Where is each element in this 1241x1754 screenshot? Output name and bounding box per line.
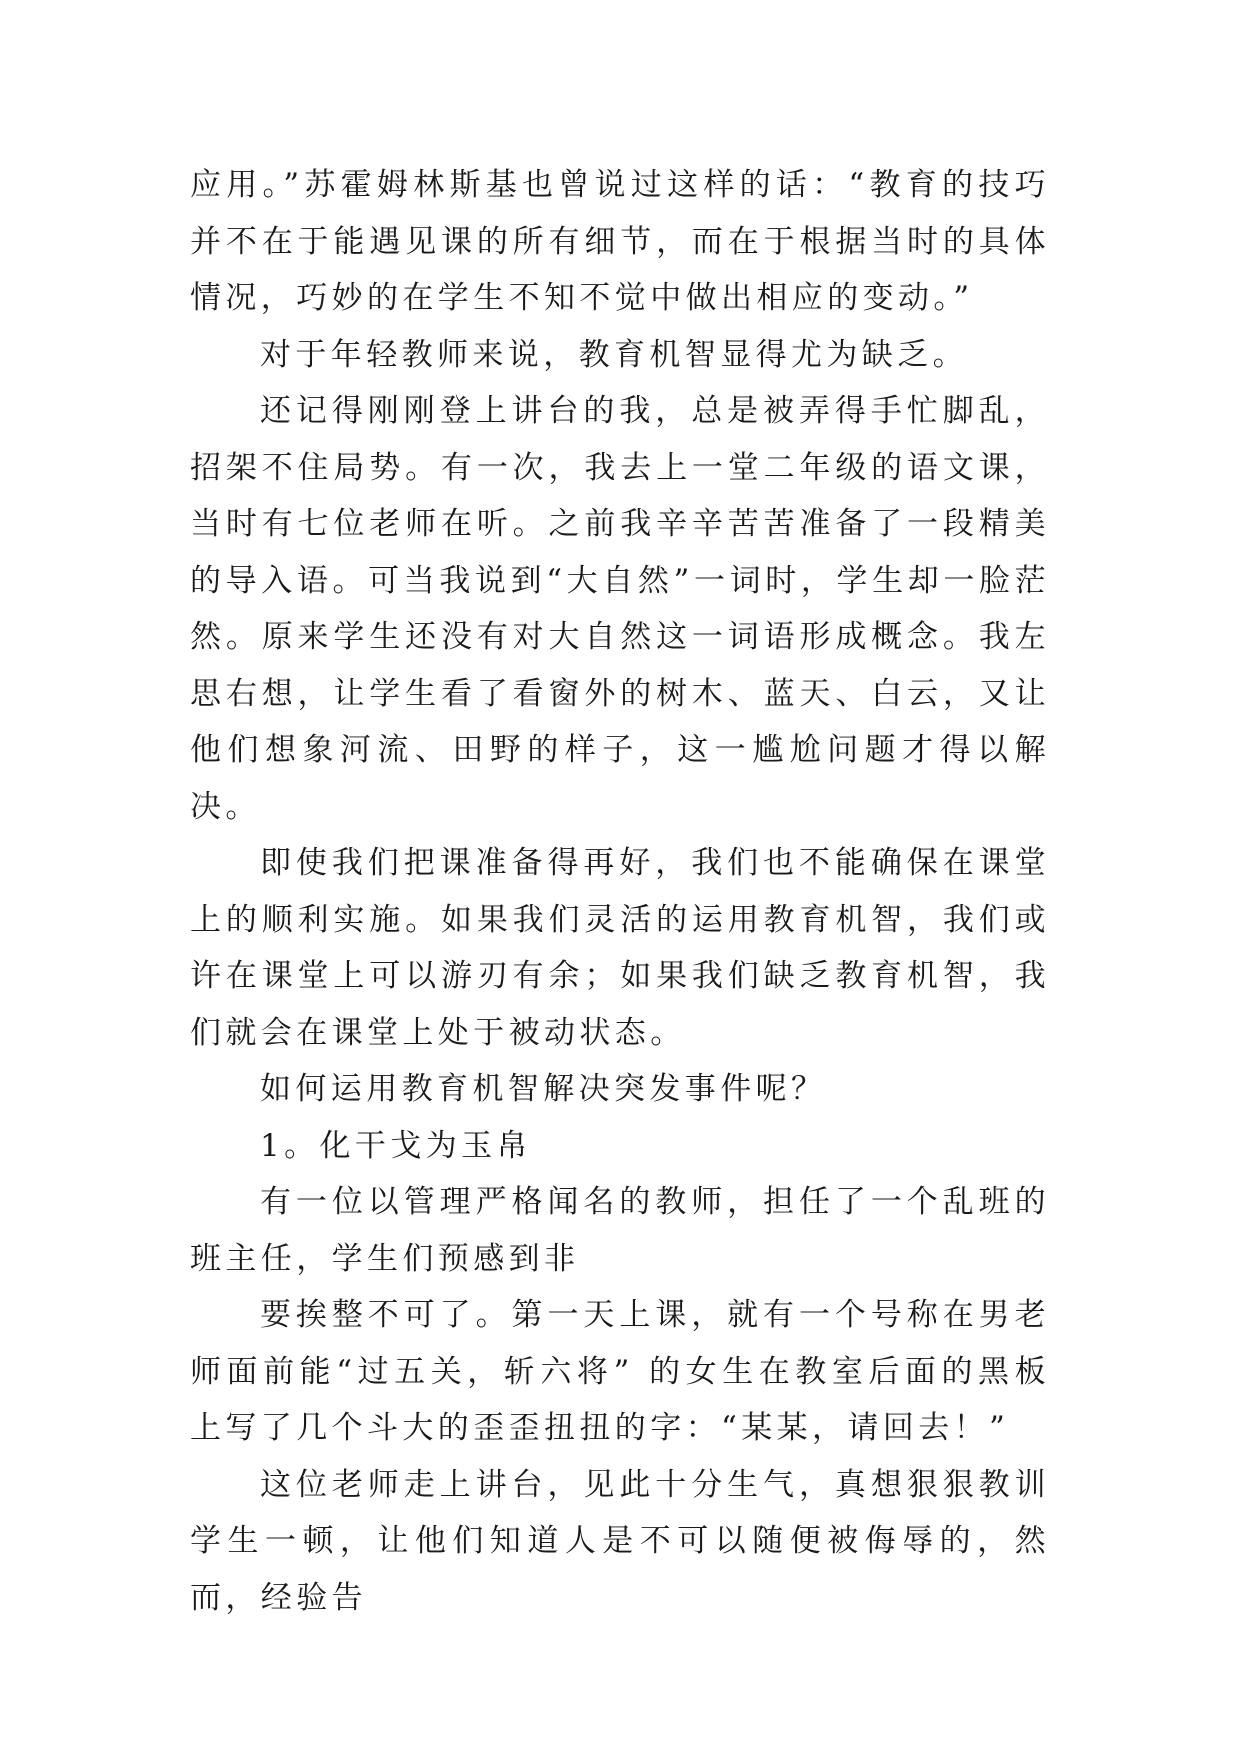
- section-heading: 1。化干戈为玉帛: [260, 1127, 532, 1164]
- paragraph-7: 有一位以管理严格闻名的教师，担任了一个乱班的班主任，学生们预感到非: [190, 1184, 1050, 1277]
- paragraph-8: 要挨整不可了。第一天上课，就有一个号称在男老师面前能“过五关，斩六将” 的女生在教室后面的黑板上写了几个斗大的歪歪扭扭的字：“某某，请回去！”: [190, 1297, 1050, 1446]
- paragraph-3: 还记得刚刚登上讲台的我，总是被弄得手忙脚乱，招架不住局势。有一次，我去上一堂二年级的语文课，当时有七位老师在听。之前我辛辛苦苦准备了一段精美的导入语。可当我说到“大自然”一词时，学生却一脸茫然。原来学生还没有对大自然这一词语形成概念。我左思右想，让学生看了看窗外的树木、蓝天、白云，又让他们想象河流、田野的样子，这一尴尬问题才得以解决。: [190, 393, 1050, 825]
- paragraph-9: 这位老师走上讲台，见此十分生气，真想狠狠教训学生一顿，让他们知道人是不可以随便被侮辱的，然而，经验告: [190, 1466, 1050, 1616]
- body-text: [190, 157, 1050, 1626]
- paragraph-2: 对于年轻教师来说，教育机智显得尤为缺乏。: [260, 336, 968, 373]
- paragraph-5: 如何运用教育机智解决突发事件呢？: [260, 1071, 827, 1107]
- paragraph-4: 即使我们把课准备得再好，我们也不能确保在课堂上的顺利实施。如果我们灵活的运用教育机智，我们或许在课堂上可以游刃有余；如果我们缺乏教育机智，我们就会在课堂上处于被动状态。: [190, 845, 1050, 1051]
- paragraph-1: 应用。”苏霍姆林斯基也曾说过这样的话：“教育的技巧并不在于能遇见课的所有细节，而在于根据当时的具体情况，巧妙的在学生不知不觉中做出相应的变动。”: [190, 167, 1050, 316]
